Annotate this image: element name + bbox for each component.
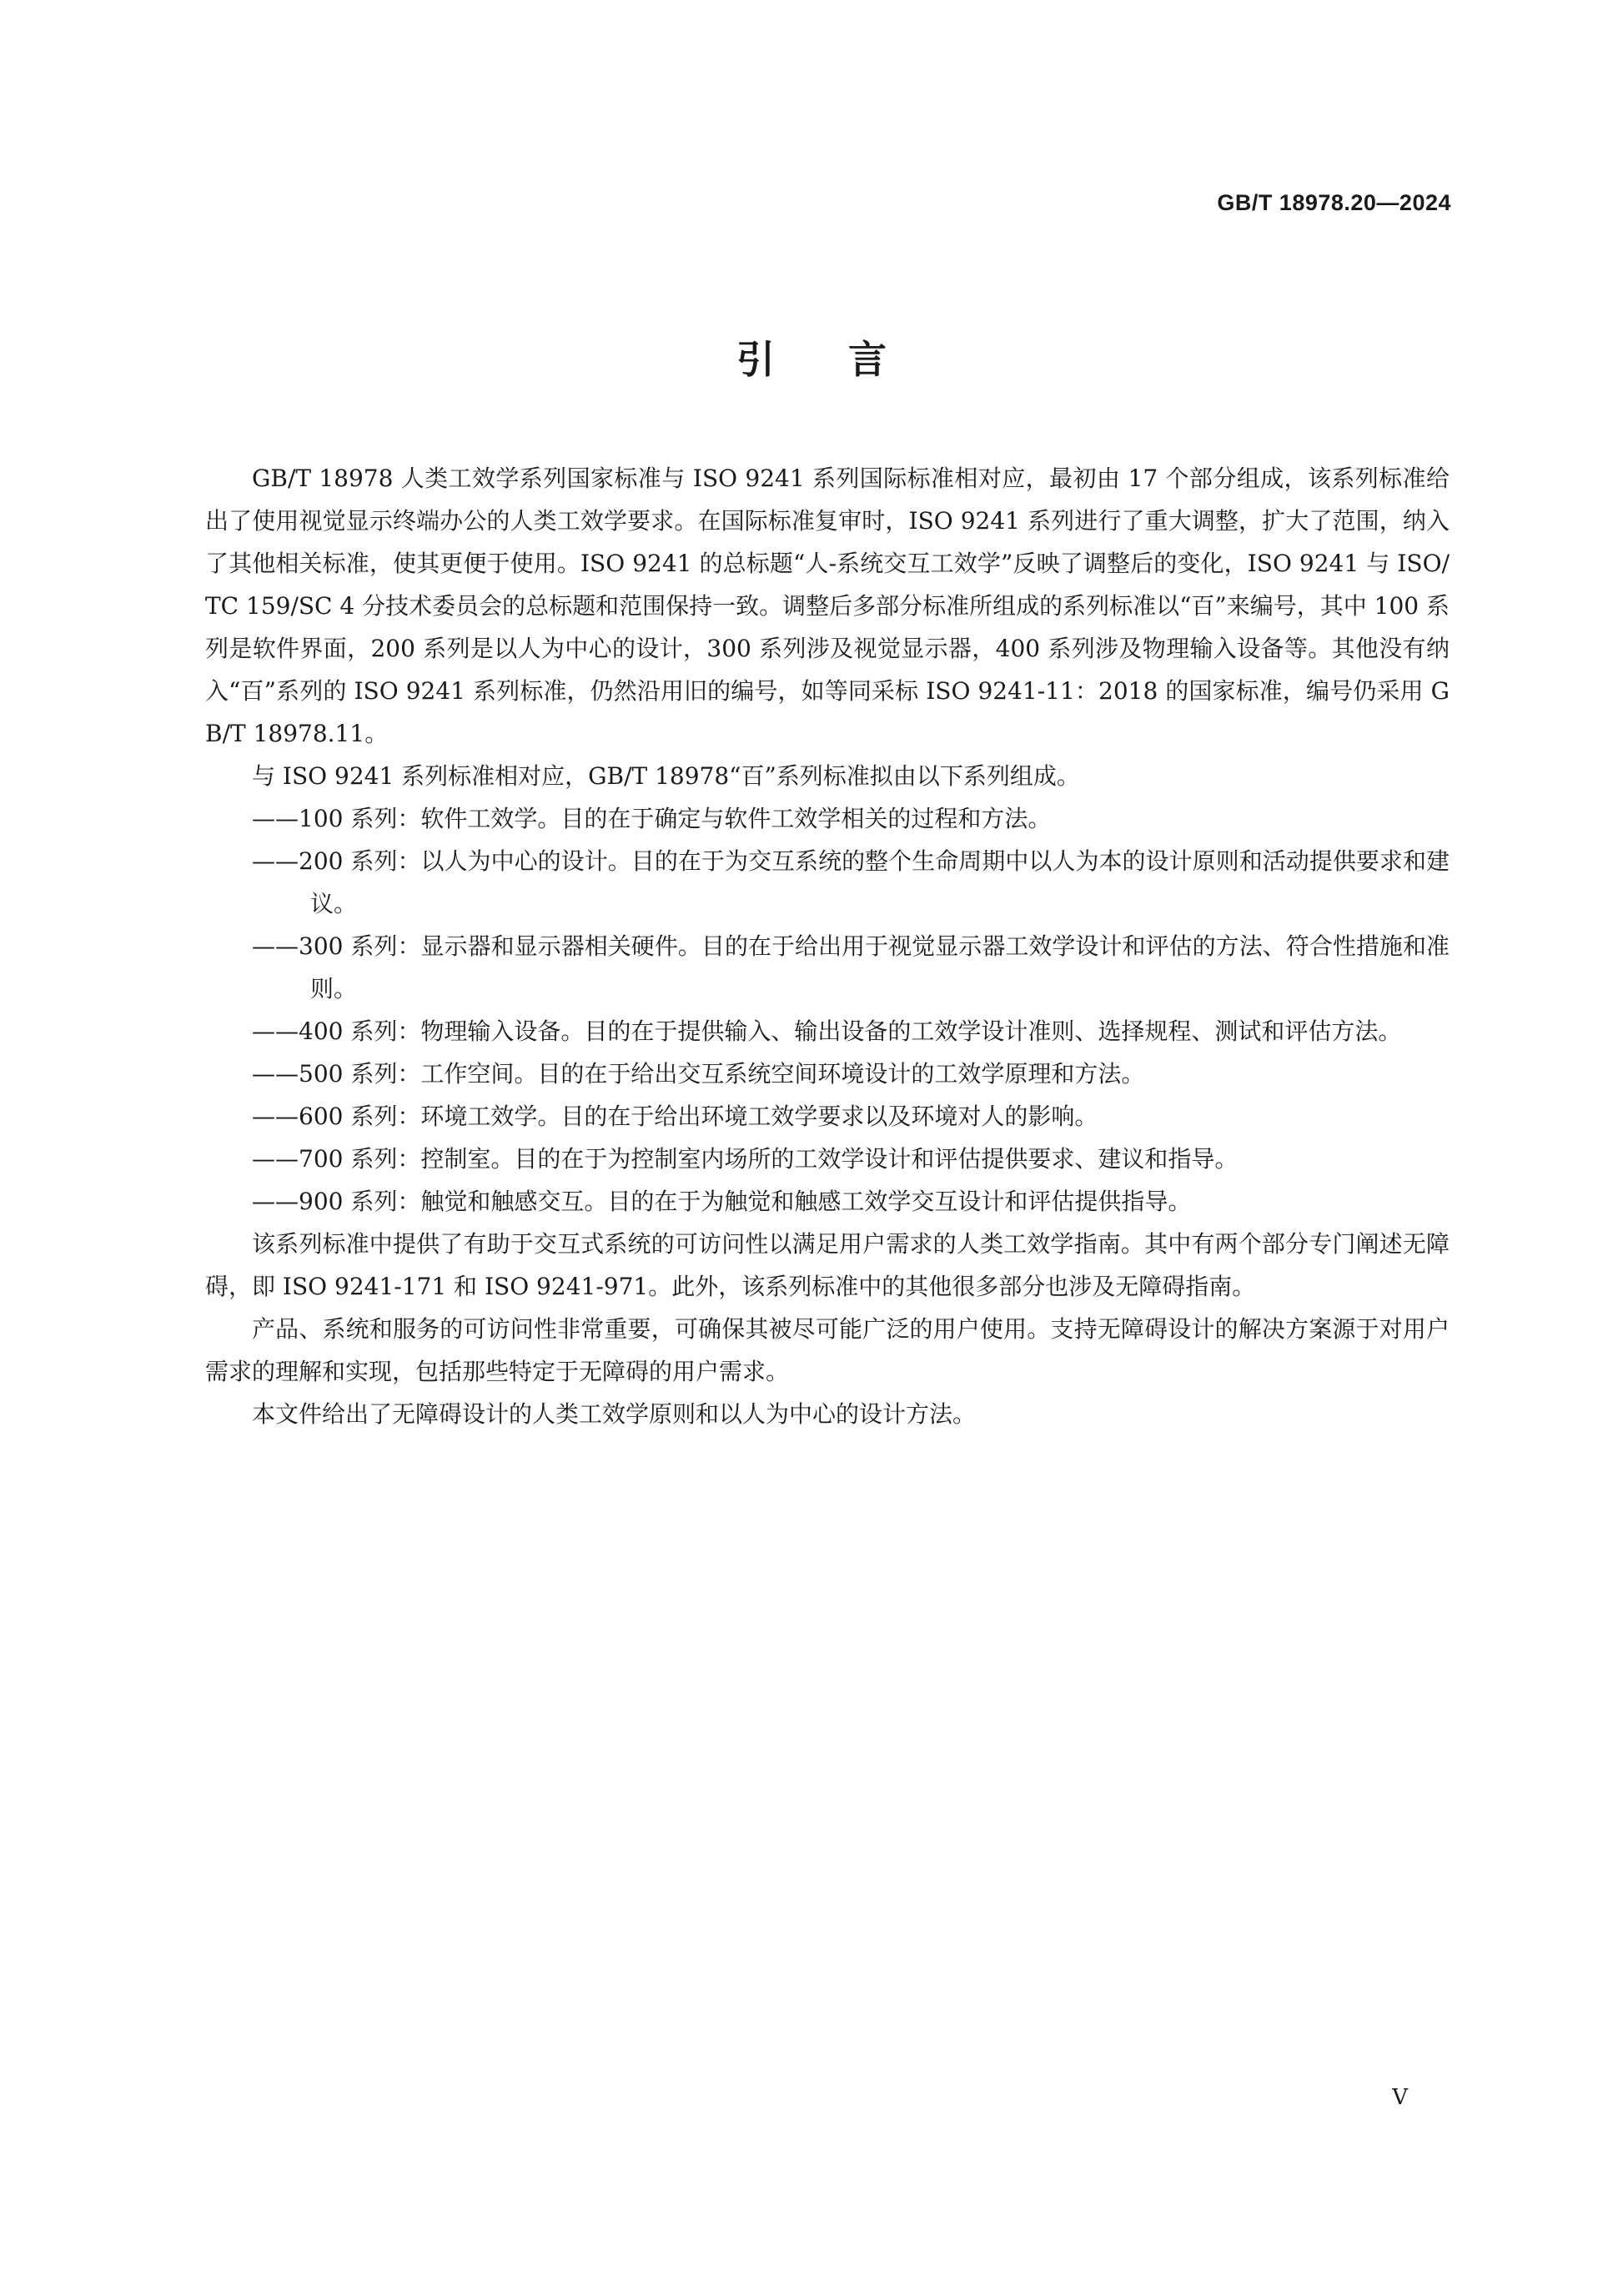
section-title: 引言 <box>736 337 960 382</box>
list-item-text: 400 系列：物理输入设备。目的在于提供输入、输出设备的工效学设计准则、选择规程、测试和评估方法。 <box>299 1017 1402 1045</box>
list-dash: —— <box>252 1060 299 1088</box>
list-item-text: 300 系列：显示器和显示器相关硬件。目的在于给出用于视觉显示器工效学设计和评估的方法、符合性措施和准则。 <box>299 932 1450 1002</box>
page-number: V <box>1392 2085 1408 2110</box>
list-dash: —— <box>252 1103 299 1130</box>
list-item <box>205 1138 1450 1180</box>
list-item <box>205 1180 1450 1223</box>
list-dash: —— <box>252 847 299 875</box>
list-dash: —— <box>252 932 299 960</box>
list-dash: —— <box>252 1188 299 1215</box>
list-item <box>205 840 1450 925</box>
list-dash: —— <box>252 805 299 832</box>
list-item <box>205 797 1450 840</box>
paragraph: GB/T 18978 人类工效学系列国家标准与 ISO 9241 系列国际标准相对应，最初由 17 个部分组成，该系列标准给出了使用视觉显示终端办公的人类工效学要求。在国际标准复审时，ISO 9241 系列进行了重大调整，扩大了范围，纳入了其他相关标准，使其更便于使用。ISO 9241 的总标题“人-系统交互工效学”反映了调整后的变化，ISO 9241 与 ISO/TC 159/SC 4 分技术委员会的总标题和范围保持一致。调整后多部分标准所组成的系列标准以“百”来编号，其中 100 系列是软件界面，200 系列是以人为中心的设计，300 系列涉及视觉显示器，400 系列涉及物理输入设备等。其他没有纳入“百”系列的 ISO 9241 系列标准，仍然沿用旧的编号，如等同采标 ISO 9241-11：2018 的国家标准，编号仍采用 GB/T 18978.11。 <box>205 465 1450 747</box>
list-item-text: 200 系列：以人为中心的设计。目的在于为交互系统的整个生命周期中以人为本的设计原则和活动提供要求和建议。 <box>299 847 1450 917</box>
paragraph: 该系列标准中提供了有助于交互式系统的可访问性以满足用户需求的人类工效学指南。其中有两个部分专门阐述无障碍，即 ISO 9241-171 和 ISO 9241-971。此外，该系列标准中的其他很多部分也涉及无障碍指南。 <box>205 1230 1450 1300</box>
paragraph: 本文件给出了无障碍设计的人类工效学原则和以人为中心的设计方法。 <box>252 1400 977 1428</box>
list-item-text: 900 系列：触觉和触感交互。目的在于为触觉和触感工效学交互设计和评估提供指导。 <box>299 1188 1192 1215</box>
list-item <box>205 1053 1450 1095</box>
paragraph: 产品、系统和服务的可访问性非常重要，可确保其被尽可能广泛的用户使用。支持无障碍设计的解决方案源于对用户需求的理解和实现，包括那些特定于无障碍的用户需求。 <box>205 1315 1450 1385</box>
introduction-body <box>205 457 1450 1435</box>
list-item <box>205 1010 1450 1053</box>
list-item-text: 500 系列：工作空间。目的在于给出交互系统空间环境设计的工效学原理和方法。 <box>299 1060 1145 1088</box>
standard-code-header: GB/T 18978.20—2024 <box>1217 190 1451 215</box>
list-item-text: 700 系列：控制室。目的在于为控制室内场所的工效学设计和评估提供要求、建议和指导。 <box>299 1145 1239 1173</box>
list-item-text: 600 系列：环境工效学。目的在于给出环境工效学要求以及环境对人的影响。 <box>299 1103 1098 1130</box>
list-item-text: 100 系列：软件工效学。目的在于确定与软件工效学相关的过程和方法。 <box>299 805 1052 832</box>
list-item <box>205 925 1450 1010</box>
paragraph: 与 ISO 9241 系列标准相对应，GB/T 18978“百”系列标准拟由以下系列组成。 <box>252 762 1080 790</box>
list-dash: —— <box>252 1017 299 1045</box>
list-item <box>205 1095 1450 1138</box>
list-dash: —— <box>252 1145 299 1173</box>
